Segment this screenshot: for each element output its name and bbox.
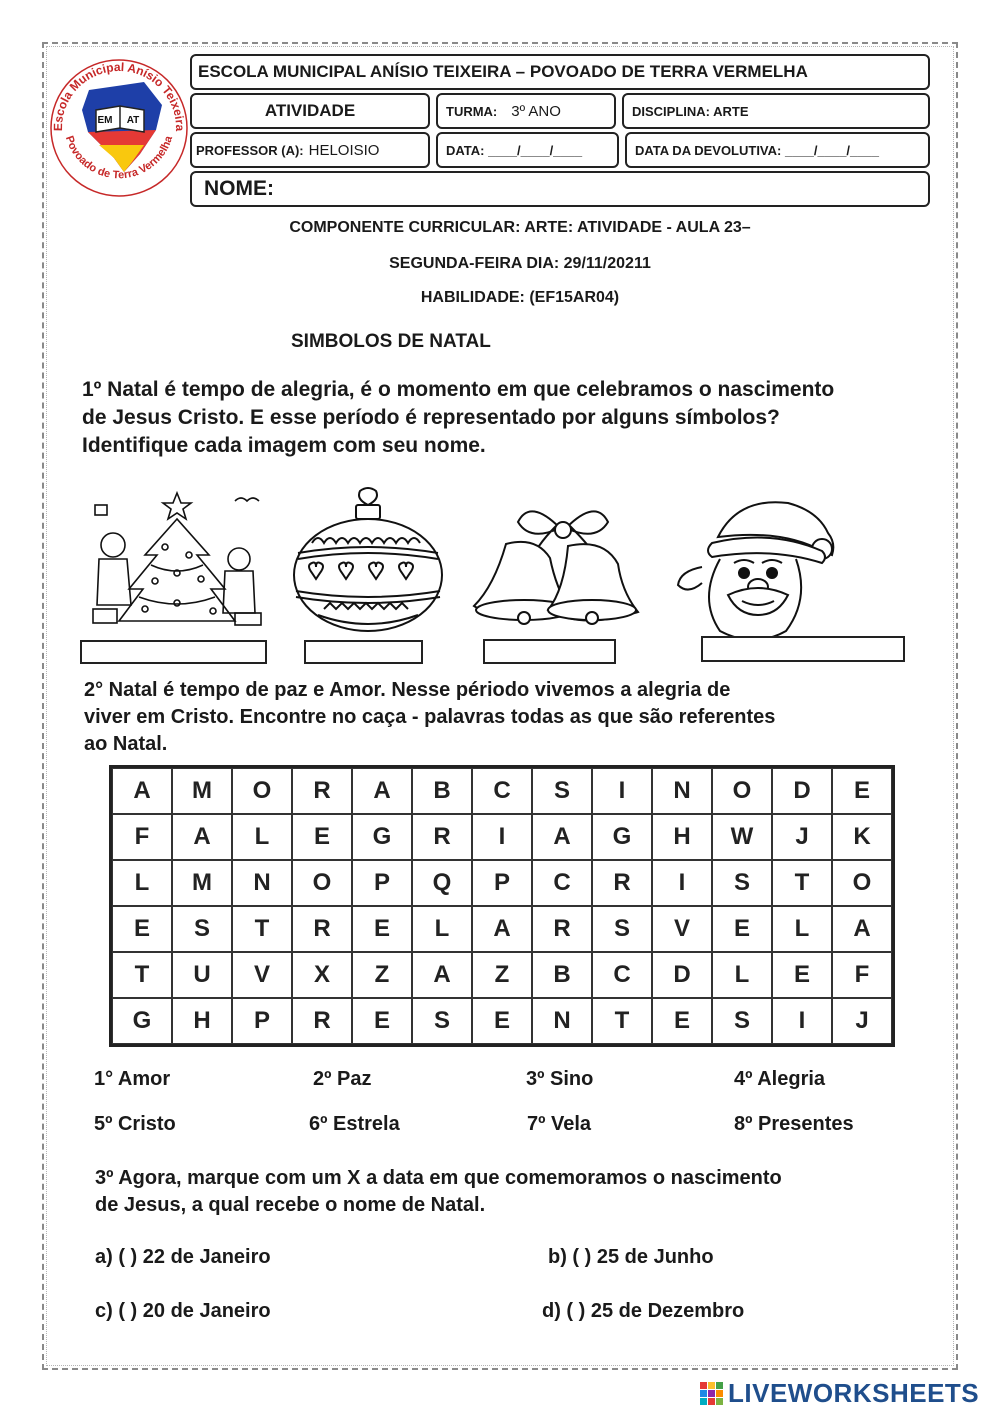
word-search-cell[interactable]: T — [592, 998, 652, 1044]
word-search-cell[interactable]: E — [472, 998, 532, 1044]
date-box[interactable] — [436, 132, 619, 168]
word-search-cell[interactable]: L — [232, 814, 292, 860]
word-list-item: 7º Vela — [527, 1113, 592, 1135]
word-list-item: 2º Paz — [313, 1068, 372, 1090]
word-search-cell[interactable]: G — [112, 998, 172, 1044]
question-2-line: 2° Natal é tempo de paz e Amor. Nesse périodo vivemos a alegria de — [84, 679, 731, 701]
option-c[interactable]: c) ( ) 20 de Janeiro — [95, 1300, 271, 1322]
logo-lettering — [44, 50, 194, 200]
christmas-tree-image — [85, 485, 270, 635]
teacher-label: PROFESSOR (A): — [196, 142, 304, 158]
skill-code: HABILIDADE: (EF15AR04) — [420, 289, 620, 306]
word-search-cell[interactable]: O — [832, 860, 892, 906]
return-date-box[interactable] — [625, 132, 930, 168]
word-search-cell[interactable]: Z — [472, 952, 532, 998]
word-search-cell[interactable]: E — [292, 814, 352, 860]
word-search-cell[interactable]: L — [712, 952, 772, 998]
liveworksheets-brand[interactable] — [700, 1378, 979, 1409]
class-value: 3º ANO — [511, 102, 561, 120]
word-search-cell[interactable]: F — [832, 952, 892, 998]
word-search-cell[interactable]: C — [472, 768, 532, 814]
word-search-cell[interactable]: O — [292, 860, 352, 906]
word-search-cell[interactable]: A — [112, 768, 172, 814]
question-1 — [82, 376, 962, 460]
class-label: TURMA: — [446, 103, 498, 119]
word-search-cell[interactable]: O — [712, 768, 772, 814]
word-search-cell[interactable]: R — [532, 906, 592, 952]
word-search-cell[interactable]: H — [172, 998, 232, 1044]
svg-text:EM: EM — [97, 115, 113, 126]
word-search-cell[interactable]: E — [652, 998, 712, 1044]
word-search-cell[interactable]: E — [112, 906, 172, 952]
date-field[interactable]: DATA: ____/____/____ — [446, 142, 583, 158]
word-search-grid[interactable] — [109, 765, 895, 1047]
word-search-cell[interactable]: V — [652, 906, 712, 952]
word-list-item: 5º Cristo — [94, 1113, 176, 1135]
school-name: ESCOLA MUNICIPAL ANÍSIO TEIXEIRA – POVOADO DE TERRA VERMELHA — [198, 62, 808, 81]
word-search-cell[interactable]: C — [532, 860, 592, 906]
option-a[interactable]: a) ( ) 22 de Janeiro — [95, 1246, 271, 1268]
svg-text:Escola Municipal Anísio Teixei: Escola Municipal Anísio Teixeira — [50, 59, 188, 132]
liveworksheets-text: LIVEWORKSHEETS — [728, 1378, 980, 1408]
word-search-cell[interactable]: V — [232, 952, 292, 998]
word-list-item: 1° Amor — [94, 1068, 171, 1090]
class-box[interactable] — [436, 93, 616, 129]
question-3 — [95, 1165, 955, 1219]
subject-label: DISCIPLINA: ARTE — [632, 103, 749, 119]
word-search-cell[interactable]: S — [592, 906, 652, 952]
word-search-cell[interactable]: J — [832, 998, 892, 1044]
teacher-value: HELOISIO — [308, 141, 380, 159]
activity-box — [190, 93, 430, 129]
word-search-cell[interactable]: P — [232, 998, 292, 1044]
word-search-cell[interactable]: G — [592, 814, 652, 860]
word-search-cell[interactable]: H — [652, 814, 712, 860]
name-box[interactable] — [190, 171, 930, 207]
ornament-ball-image — [288, 485, 448, 635]
word-search-cell[interactable]: A — [412, 952, 472, 998]
word-search-cell[interactable]: R — [292, 768, 352, 814]
word-search-cell[interactable]: B — [412, 768, 472, 814]
word-search-cell[interactable]: S — [712, 860, 772, 906]
word-search-cell[interactable]: P — [352, 860, 412, 906]
question-1-line: 1º Natal é tempo de alegria, é o momento em que celebramos o nascimento — [82, 378, 835, 401]
question-2-line: viver em Cristo. Encontre no caça - palavras todas as que são referentes — [84, 706, 776, 728]
word-search-cell[interactable]: R — [412, 814, 472, 860]
word-search-cell[interactable]: G — [352, 814, 412, 860]
word-search-cell[interactable]: S — [532, 768, 592, 814]
word-search-cell[interactable]: A — [832, 906, 892, 952]
word-search-cell[interactable]: L — [112, 860, 172, 906]
word-search-cell[interactable]: A — [472, 906, 532, 952]
subject-box — [622, 93, 930, 129]
word-list-item: 8º Presentes — [734, 1113, 854, 1135]
answer-box-2[interactable] — [304, 640, 423, 664]
word-search-cell[interactable]: I — [472, 814, 532, 860]
word-search-cell[interactable]: E — [832, 768, 892, 814]
answer-box-1[interactable] — [80, 640, 267, 664]
word-search-cell[interactable]: A — [532, 814, 592, 860]
question-3-line: de Jesus, a qual recebe o nome de Natal. — [95, 1194, 486, 1216]
question-3-line: 3º Agora, marque com um X a data em que comemoramos o nascimento — [95, 1167, 782, 1189]
word-search-cell[interactable]: E — [772, 952, 832, 998]
activity-label: ATIVIDADE — [264, 101, 356, 120]
word-search-cell[interactable]: T — [772, 860, 832, 906]
liveworksheets-logo-icon — [700, 1382, 724, 1406]
word-search-cell[interactable]: Z — [352, 952, 412, 998]
section-title: SIMBOLOS DE NATAL — [291, 331, 491, 352]
word-search-cell[interactable]: B — [532, 952, 592, 998]
svg-text:AT: AT — [126, 115, 140, 126]
word-search-cell[interactable]: M — [172, 860, 232, 906]
word-search-cell[interactable]: O — [232, 768, 292, 814]
word-search-cell[interactable]: Q — [412, 860, 472, 906]
word-search-cell[interactable]: M — [172, 768, 232, 814]
word-search-cell[interactable]: X — [292, 952, 352, 998]
word-search-cell[interactable]: N — [532, 998, 592, 1044]
word-search-cell[interactable]: R — [592, 860, 652, 906]
word-search-cell[interactable]: A — [172, 814, 232, 860]
name-field-label: NOME: — [204, 177, 274, 200]
word-search-cell[interactable]: E — [352, 906, 412, 952]
word-search-cell[interactable]: A — [352, 768, 412, 814]
word-search-cell[interactable]: R — [292, 998, 352, 1044]
option-d[interactable]: d) ( ) 25 de Dezembro — [542, 1300, 745, 1322]
bells-image — [466, 498, 656, 626]
word-search-cell[interactable]: L — [412, 906, 472, 952]
word-search-cell[interactable]: D — [652, 952, 712, 998]
word-search-cell[interactable]: L — [772, 906, 832, 952]
word-search-cell[interactable]: I — [592, 768, 652, 814]
word-search-cell[interactable]: C — [592, 952, 652, 998]
word-search-cell[interactable]: I — [652, 860, 712, 906]
question-2 — [84, 677, 964, 758]
answer-box-4[interactable] — [701, 636, 905, 662]
teacher-box — [190, 132, 430, 168]
question-1-line: Identifique cada imagem com seu nome. — [82, 434, 486, 457]
svg-text:Povoado de Terra Vermelha: Povoado de Terra Vermelha — [62, 134, 176, 182]
school-name-box — [190, 54, 930, 90]
question-1-line: de Jesus Cristo. E esse período é representado por alguns símbolos? — [82, 406, 780, 429]
word-search-cell[interactable]: D — [772, 768, 832, 814]
word-search-cell[interactable]: R — [292, 906, 352, 952]
word-search-cell[interactable]: E — [712, 906, 772, 952]
option-b[interactable]: b) ( ) 25 de Junho — [548, 1246, 714, 1268]
word-search-cell[interactable]: E — [352, 998, 412, 1044]
word-search-cell[interactable]: T — [232, 906, 292, 952]
question-2-line: ao Natal. — [84, 733, 168, 755]
word-list-item: 4º Alegria — [734, 1068, 826, 1090]
word-search-cell[interactable]: T — [112, 952, 172, 998]
word-search-cell[interactable]: S — [412, 998, 472, 1044]
word-search-cell[interactable]: P — [472, 860, 532, 906]
return-date-field[interactable]: DATA DA DEVOLUTIVA: ____/____/____ — [635, 142, 879, 158]
word-search-cell[interactable]: N — [232, 860, 292, 906]
word-search-cell[interactable]: I — [772, 998, 832, 1044]
answer-box-3[interactable] — [483, 639, 616, 664]
word-search-cell[interactable]: W — [712, 814, 772, 860]
class-date: SEGUNDA-FEIRA DIA: 29/11/20211 — [389, 255, 651, 272]
word-search-cell[interactable]: K — [832, 814, 892, 860]
word-search-cell[interactable]: J — [772, 814, 832, 860]
word-list-item: 3º Sino — [526, 1068, 594, 1090]
word-search-cell[interactable]: F — [112, 814, 172, 860]
word-search-cell[interactable]: N — [652, 768, 712, 814]
word-search-cell[interactable]: S — [172, 906, 232, 952]
curricular-component: COMPONENTE CURRICULAR: ARTE: ATIVIDADE - AULA 23– — [289, 219, 751, 236]
santa-claus-image — [672, 493, 847, 643]
word-search-cell[interactable]: S — [712, 998, 772, 1044]
word-search-cell[interactable]: U — [172, 952, 232, 998]
word-list-item: 6º Estrela — [309, 1113, 400, 1135]
